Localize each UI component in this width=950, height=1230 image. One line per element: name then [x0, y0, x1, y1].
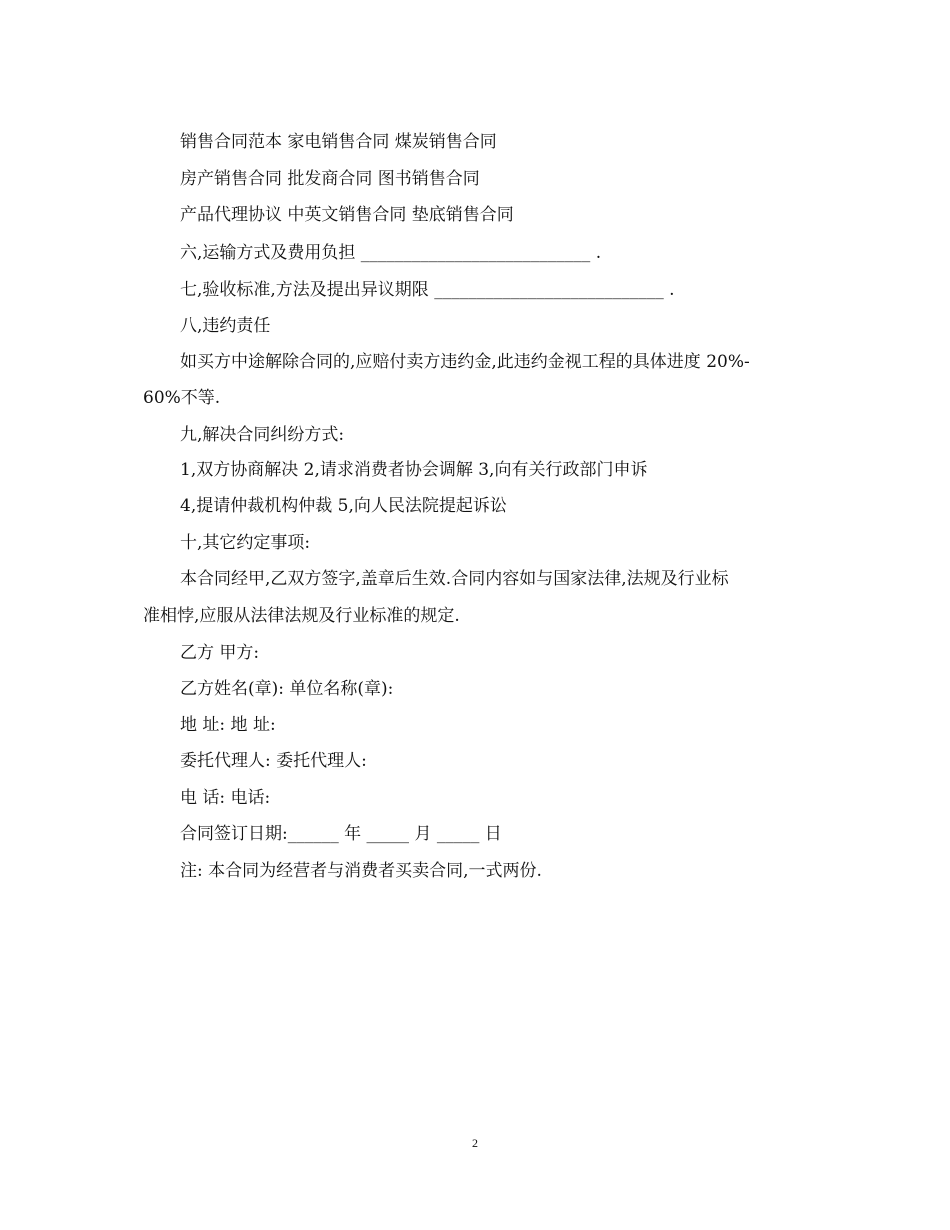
clause-7-acceptance: 七,验收标准,方法及提出异议期限 ___________________________ . — [180, 280, 675, 300]
contract-types-line-3: 产品代理协议 中英文销售合同 垫底销售合同 — [180, 205, 514, 225]
clause-9-heading: 九,解决合同纠纷方式: — [180, 425, 345, 445]
signing-date: 合同签订日期:______ 年 _____ 月 _____ 日 — [180, 824, 502, 844]
clause-10-text-line-2: 准相悖,应服从法律法规及行业标准的规定. — [143, 606, 460, 626]
clause-8-text-line-2: 60%不等. — [143, 388, 221, 408]
signature-names: 乙方姓名(章): 单位名称(章): — [180, 679, 394, 699]
note: 注: 本合同为经营者与消费者买卖合同,一式两份. — [180, 861, 542, 881]
signature-parties: 乙方 甲方: — [180, 643, 260, 663]
signature-phone: 电 话: 电话: — [180, 788, 271, 808]
clause-8-text-line-1: 如买方中途解除合同的,应赔付卖方违约金,此违约金视工程的具体进度 20%- — [180, 352, 750, 372]
contract-types-line-2: 房产销售合同 批发商合同 图书销售合同 — [180, 169, 480, 189]
clause-10-heading: 十,其它约定事项: — [180, 533, 311, 553]
clause-6-transport: 六,运输方式及费用负担 ___________________________ . — [180, 243, 602, 263]
clause-9-options-line-2: 4,提请仲裁机构仲裁 5,向人民法院提起诉讼 — [180, 496, 507, 516]
clause-9-options-line-1: 1,双方协商解决 2,请求消费者协会调解 3,向有关行政部门申诉 — [180, 460, 648, 480]
signature-agent: 委托代理人: 委托代理人: — [180, 751, 367, 771]
clause-10-text-line-1: 本合同经甲,乙双方签字,盖章后生效.合同内容如与国家法律,法规及行业标 — [180, 569, 729, 589]
signature-address: 地 址: 地 址: — [180, 715, 276, 735]
clause-8-heading: 八,违约责任 — [180, 316, 271, 336]
page-number: 2 — [472, 1136, 478, 1150]
contract-types-line-1: 销售合同范本 家电销售合同 煤炭销售合同 — [180, 132, 497, 152]
